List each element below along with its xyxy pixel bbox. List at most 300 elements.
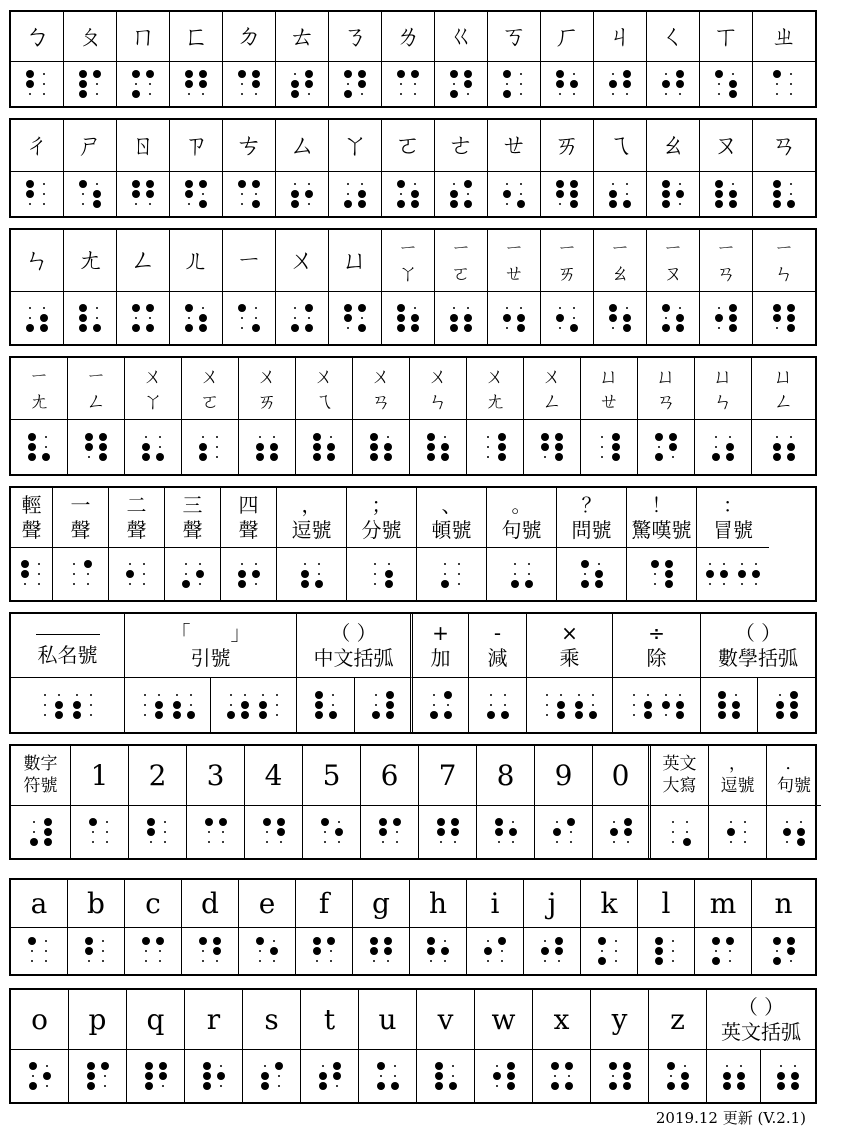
braille-dot-flat xyxy=(93,314,102,323)
symbol-label xyxy=(91,759,109,792)
symbol-cell xyxy=(68,358,125,420)
braille-dot-flat xyxy=(738,580,747,589)
symbol-text: ㄩ xyxy=(341,245,368,276)
braille-cell xyxy=(291,180,314,209)
braille-dot-raised xyxy=(427,947,436,956)
braille-dot-flat xyxy=(787,180,796,189)
braille-cell xyxy=(313,433,336,462)
braille-dot-flat xyxy=(40,711,49,720)
braille-dot-flat xyxy=(86,691,95,700)
braille-dot-flat xyxy=(300,560,309,569)
symbol-label xyxy=(774,236,794,286)
braille-dot-raised xyxy=(358,304,367,313)
braille-dot-raised xyxy=(564,1082,573,1091)
symbol-cell xyxy=(753,12,815,62)
symbol-text: b xyxy=(87,887,105,920)
braille-dot-raised xyxy=(305,80,314,89)
braille-cell xyxy=(26,70,49,99)
braille-dot-flat xyxy=(555,957,564,966)
symbol-cell xyxy=(709,746,767,806)
symbol-cell xyxy=(435,12,488,62)
braille-group xyxy=(712,433,735,462)
letter-cell-u xyxy=(359,990,417,1050)
symbol-cell xyxy=(752,358,815,420)
braille-cell xyxy=(715,304,738,333)
braille-cell xyxy=(655,937,678,966)
symbol-label xyxy=(129,245,156,276)
braille-dot-raised xyxy=(427,443,436,452)
braille-dot-flat xyxy=(726,433,735,442)
braille-cell-box xyxy=(477,806,535,858)
braille-cell-box xyxy=(752,420,815,474)
braille-cell xyxy=(772,937,795,966)
symbol-label xyxy=(292,493,332,543)
braille-dot-flat xyxy=(588,691,597,700)
symbol-text: ㄢ xyxy=(371,388,391,413)
symbol-label xyxy=(127,493,147,543)
braille-dot-raised xyxy=(256,443,265,452)
braille-dot-flat xyxy=(429,701,438,710)
braille-dot-raised xyxy=(397,70,406,79)
braille-cell xyxy=(541,937,564,966)
braille-dot-raised xyxy=(498,453,507,462)
braille-dot-raised xyxy=(655,947,664,956)
braille-dot-raised xyxy=(256,453,265,462)
braille-cell xyxy=(397,180,420,209)
symbol-label xyxy=(500,21,527,52)
braille-dot-flat xyxy=(314,570,323,579)
symbol-text: ㄖ xyxy=(129,130,156,161)
braille-dot-raised xyxy=(775,701,784,710)
braille-cell xyxy=(238,70,261,99)
braille-cell-box xyxy=(435,292,488,344)
braille-dot-flat xyxy=(139,560,148,569)
braille-dot-raised xyxy=(623,70,632,79)
symbol-text: 9 xyxy=(554,759,573,792)
braille-cell xyxy=(85,433,108,462)
braille-dot-flat xyxy=(740,828,749,837)
braille-cell-box xyxy=(239,928,296,974)
braille-cell-box xyxy=(467,420,524,474)
braille-dot-flat xyxy=(251,580,260,589)
braille-dot-raised xyxy=(237,580,246,589)
braille-dot-raised xyxy=(327,443,336,452)
braille-dot-flat xyxy=(566,828,575,837)
braille-dot-raised xyxy=(397,304,406,313)
braille-group xyxy=(427,433,450,462)
braille-dot-flat xyxy=(661,691,670,700)
braille-cell-box xyxy=(353,420,410,474)
symbol-label xyxy=(341,130,368,161)
braille-group xyxy=(773,304,796,333)
braille-group xyxy=(344,304,367,333)
braille-dot-raised xyxy=(142,453,151,462)
symbol-text: e xyxy=(258,887,276,920)
braille-dot-flat xyxy=(494,838,503,847)
braille-dot-flat xyxy=(773,80,782,89)
braille-dot-flat xyxy=(26,90,35,99)
braille-cell-box xyxy=(647,62,700,106)
braille-dot-flat xyxy=(142,957,151,966)
symbol-text: m xyxy=(709,887,737,920)
symbol-text: 符號 xyxy=(23,775,58,796)
braille-dot-flat xyxy=(102,838,111,847)
symbol-text: ㄟ xyxy=(314,388,334,413)
braille-dot-flat xyxy=(503,304,512,313)
braille-dot-raised xyxy=(185,70,194,79)
braille-group xyxy=(181,560,204,589)
symbol-label xyxy=(235,21,262,52)
braille-dot-raised xyxy=(93,70,102,79)
symbol-label xyxy=(235,245,262,276)
braille-dot-raised xyxy=(216,1072,225,1081)
letter-cell-w xyxy=(475,990,533,1050)
braille-dot-flat xyxy=(146,80,155,89)
symbol-text: ㄩ xyxy=(656,363,676,388)
braille-dot-raised xyxy=(443,691,452,700)
braille-dot-flat xyxy=(541,453,550,462)
braille-cell-box xyxy=(125,420,182,474)
braille-dot-raised xyxy=(676,190,685,199)
braille-dot-flat xyxy=(427,957,436,966)
braille-group xyxy=(142,433,165,462)
braille-dot-raised xyxy=(675,711,684,720)
braille-dot-flat xyxy=(669,453,678,462)
braille-cell-box xyxy=(697,548,769,600)
braille-dot-raised xyxy=(20,570,29,579)
symbol-cell xyxy=(651,746,709,806)
symbol-label xyxy=(362,493,402,543)
braille-dot-raised xyxy=(498,937,507,946)
braille-cell-s xyxy=(243,1050,301,1102)
symbol-label xyxy=(259,887,276,920)
braille-dot-raised xyxy=(789,711,798,720)
braille-dot-flat xyxy=(682,828,691,837)
braille-dot-raised xyxy=(199,180,208,189)
symbol-cell xyxy=(419,746,477,806)
braille-dot-flat xyxy=(787,70,796,79)
symbol-cell xyxy=(117,120,170,172)
braille-dot-raised xyxy=(172,711,181,720)
braille-group xyxy=(132,180,155,209)
braille-dot-raised xyxy=(358,70,367,79)
braille-dot-raised xyxy=(729,324,738,333)
braille-dot-raised xyxy=(777,1082,786,1091)
braille-dot-flat xyxy=(40,70,49,79)
symbol-cell xyxy=(535,746,593,806)
symbol-cell xyxy=(700,120,753,172)
braille-group xyxy=(85,433,108,462)
symbol-cell xyxy=(700,230,753,292)
braille-dot-flat xyxy=(93,80,102,89)
braille-dot-flat xyxy=(344,190,353,199)
braille-cell xyxy=(172,691,195,720)
symbol-label xyxy=(182,130,209,161)
braille-group xyxy=(773,180,796,209)
symbol-label xyxy=(500,130,527,161)
braille-dot-raised xyxy=(370,443,379,452)
symbol-cell xyxy=(410,880,467,928)
braille-dot-flat xyxy=(623,190,632,199)
braille-dot-flat xyxy=(390,1072,399,1081)
braille-dot-raised xyxy=(384,453,393,462)
braille-dot-flat xyxy=(204,828,213,837)
braille-cell xyxy=(541,433,564,462)
symbol-text: ㄣ xyxy=(428,388,448,413)
braille-dot-flat xyxy=(328,691,337,700)
braille-dot-flat xyxy=(125,560,134,569)
symbol-label xyxy=(23,21,50,52)
braille-group xyxy=(726,818,749,847)
braille-dot-raised xyxy=(612,443,621,452)
braille-group xyxy=(655,937,678,966)
braille-dot-raised xyxy=(729,200,738,209)
braille-dot-flat xyxy=(726,818,735,827)
braille-dot-flat xyxy=(661,711,670,720)
braille-dot-flat xyxy=(676,304,685,313)
braille-dot-raised xyxy=(729,304,738,313)
braille-dot-raised xyxy=(385,701,394,710)
braille-cell xyxy=(662,304,685,333)
braille-dot-flat xyxy=(787,90,796,99)
braille-dot-flat xyxy=(199,190,208,199)
braille-dot-raised xyxy=(88,818,97,827)
braille-dot-flat xyxy=(88,828,97,837)
braille-dot-raised xyxy=(378,828,387,837)
braille-dot-raised xyxy=(772,453,781,462)
symbol-cell xyxy=(382,120,435,172)
braille-dot-flat xyxy=(775,691,784,700)
braille-dot-raised xyxy=(79,70,88,79)
braille-cell-box xyxy=(709,806,767,858)
braille-dot-flat xyxy=(213,453,222,462)
braille-group xyxy=(580,560,603,589)
braille-dot-raised xyxy=(773,180,782,189)
braille-cell-box xyxy=(417,548,487,600)
braille-dot-raised xyxy=(344,90,353,99)
symbol-label xyxy=(76,130,103,161)
braille-dot-flat xyxy=(715,304,724,313)
symbol-text: ㄒ xyxy=(712,21,739,52)
symbol-cell xyxy=(125,358,182,420)
braille-dot-raised xyxy=(517,324,526,333)
symbol-cell xyxy=(187,746,245,806)
braille-group xyxy=(556,180,579,209)
braille-group xyxy=(783,818,806,847)
braille-group xyxy=(715,180,738,209)
braille-dot-flat xyxy=(216,1082,225,1091)
braille-cell xyxy=(486,691,509,720)
symbol-label xyxy=(431,621,451,671)
braille-dot-flat xyxy=(650,570,659,579)
braille-dot-raised xyxy=(397,324,406,333)
braille-dot-raised xyxy=(541,443,550,452)
braille-dot-flat xyxy=(42,443,51,452)
braille-group xyxy=(598,433,621,462)
symbol-cell xyxy=(488,12,541,62)
braille-dot-flat xyxy=(612,947,621,956)
braille-cell xyxy=(237,560,260,589)
braille-cell-box xyxy=(752,928,815,974)
braille-cell xyxy=(609,818,632,847)
braille-dot-raised xyxy=(556,80,565,89)
symbol-text: 三 xyxy=(182,492,203,517)
chart-section-4 xyxy=(9,356,817,476)
braille-dot-flat xyxy=(160,828,169,837)
braille-dot-flat xyxy=(392,838,401,847)
braille-dot-raised xyxy=(622,1062,631,1071)
braille-dot-flat xyxy=(666,1072,675,1081)
braille-group xyxy=(378,818,401,847)
braille-dot-raised xyxy=(238,70,247,79)
braille-dot-flat xyxy=(42,1062,51,1071)
symbol-cell xyxy=(524,880,581,928)
braille-dot-raised xyxy=(623,314,632,323)
braille-dot-raised xyxy=(144,1072,153,1081)
letter-text: q xyxy=(146,1003,165,1036)
braille-dot-raised xyxy=(715,70,724,79)
symbol-label xyxy=(710,887,737,920)
braille-dot-raised xyxy=(427,433,436,442)
braille-dot-raised xyxy=(594,580,603,589)
symbol-label xyxy=(632,493,692,543)
braille-dot-raised xyxy=(718,711,727,720)
braille-dot-raised xyxy=(623,828,632,837)
braille-dot-flat xyxy=(28,957,37,966)
braille-group xyxy=(256,937,279,966)
braille-dot-flat xyxy=(556,324,565,333)
symbol-text: k xyxy=(600,887,618,920)
braille-dot-raised xyxy=(712,937,721,946)
symbol-label xyxy=(721,754,755,797)
braille-dot-raised xyxy=(26,80,35,89)
braille-dot-flat xyxy=(185,314,194,323)
symbol-text: （ ） xyxy=(734,620,782,645)
symbol-label xyxy=(381,759,399,792)
braille-group xyxy=(237,560,260,589)
braille-dot-raised xyxy=(29,838,38,847)
braille-dot-raised xyxy=(274,1062,283,1071)
symbol-label xyxy=(257,364,277,414)
chart-section-1 xyxy=(9,10,817,108)
braille-dot-flat xyxy=(598,947,607,956)
braille-dot-flat xyxy=(384,957,393,966)
braille-dot-flat xyxy=(541,937,550,946)
braille-group xyxy=(260,1062,283,1091)
braille-dot-raised xyxy=(715,200,724,209)
braille-dot-raised xyxy=(609,828,618,837)
braille-dot-flat xyxy=(564,1072,573,1081)
symbol-label xyxy=(601,887,618,920)
braille-cell-en-paren-2 xyxy=(761,1050,815,1102)
braille-dot-flat xyxy=(454,560,463,569)
braille-dot-raised xyxy=(313,433,322,442)
braille-cell xyxy=(722,1062,745,1091)
braille-cell xyxy=(88,818,111,847)
braille-cell xyxy=(125,560,148,589)
braille-dot-raised xyxy=(622,1072,631,1081)
symbol-text: 一 xyxy=(70,492,91,517)
braille-dot-flat xyxy=(199,947,208,956)
braille-dot-flat xyxy=(486,691,495,700)
braille-dot-raised xyxy=(662,200,671,209)
braille-cell-box xyxy=(382,172,435,216)
braille-dot-flat xyxy=(556,691,565,700)
braille-dot-flat xyxy=(440,560,449,569)
symbol-label xyxy=(235,130,262,161)
symbol-text: ㄧ xyxy=(235,245,262,276)
braille-cell-plus xyxy=(413,678,469,732)
braille-cell-box xyxy=(117,172,170,216)
symbol-text: 聲 xyxy=(21,517,42,542)
braille-cell-box xyxy=(557,548,627,600)
braille-dot-flat xyxy=(570,314,579,323)
braille-dot-flat xyxy=(612,937,621,946)
braille-dot-raised xyxy=(370,453,379,462)
braille-dot-flat xyxy=(79,190,88,199)
braille-dot-flat xyxy=(327,947,336,956)
symbol-text: ㄎ xyxy=(500,21,527,52)
symbol-text: ㄚ xyxy=(398,260,418,285)
symbol-text: ㄞ xyxy=(557,260,577,285)
braille-dot-flat xyxy=(706,560,715,569)
braille-dot-flat xyxy=(40,304,49,313)
braille-dot-raised xyxy=(773,70,782,79)
symbol-text: 6 xyxy=(380,759,399,792)
braille-dot-raised xyxy=(664,570,673,579)
braille-dot-flat xyxy=(715,324,724,333)
symbol-text: ㄥ xyxy=(129,245,156,276)
braille-dot-raised xyxy=(666,1082,675,1091)
braille-dot-raised xyxy=(142,443,151,452)
braille-dot-flat xyxy=(93,304,102,313)
braille-dot-flat xyxy=(550,1072,559,1081)
braille-cell xyxy=(199,937,222,966)
braille-dot-flat xyxy=(156,957,165,966)
braille-dot-raised xyxy=(411,190,420,199)
braille-dot-flat xyxy=(40,190,49,199)
braille-dot-raised xyxy=(550,1062,559,1071)
braille-dot-raised xyxy=(314,701,323,710)
symbol-cell xyxy=(435,120,488,172)
braille-group xyxy=(79,70,102,99)
braille-dot-flat xyxy=(199,90,208,99)
braille-dot-flat xyxy=(132,314,141,323)
braille-dot-raised xyxy=(154,711,163,720)
symbol-name: 私名號 xyxy=(37,642,98,667)
braille-dot-raised xyxy=(376,1062,385,1071)
braille-dot-raised xyxy=(612,433,621,442)
symbol-cell xyxy=(296,880,353,928)
braille-dot-flat xyxy=(676,200,685,209)
braille-cell-box xyxy=(435,172,488,216)
braille-dot-flat xyxy=(332,1082,341,1091)
braille-dot-flat xyxy=(99,957,108,966)
braille-group xyxy=(629,691,684,720)
braille-cell-w xyxy=(475,1050,533,1102)
braille-dot-raised xyxy=(42,453,51,462)
symbol-label xyxy=(572,493,612,543)
braille-dot-raised xyxy=(450,200,459,209)
braille-dot-flat xyxy=(218,838,227,847)
symbol-cell-minus xyxy=(469,614,527,678)
braille-dot-raised xyxy=(609,190,618,199)
symbol-label xyxy=(663,236,683,286)
braille-dot-raised xyxy=(79,90,88,99)
braille-dot-raised xyxy=(397,314,406,323)
braille-dot-raised xyxy=(260,1082,269,1091)
symbol-text: ㄣ xyxy=(774,260,794,285)
